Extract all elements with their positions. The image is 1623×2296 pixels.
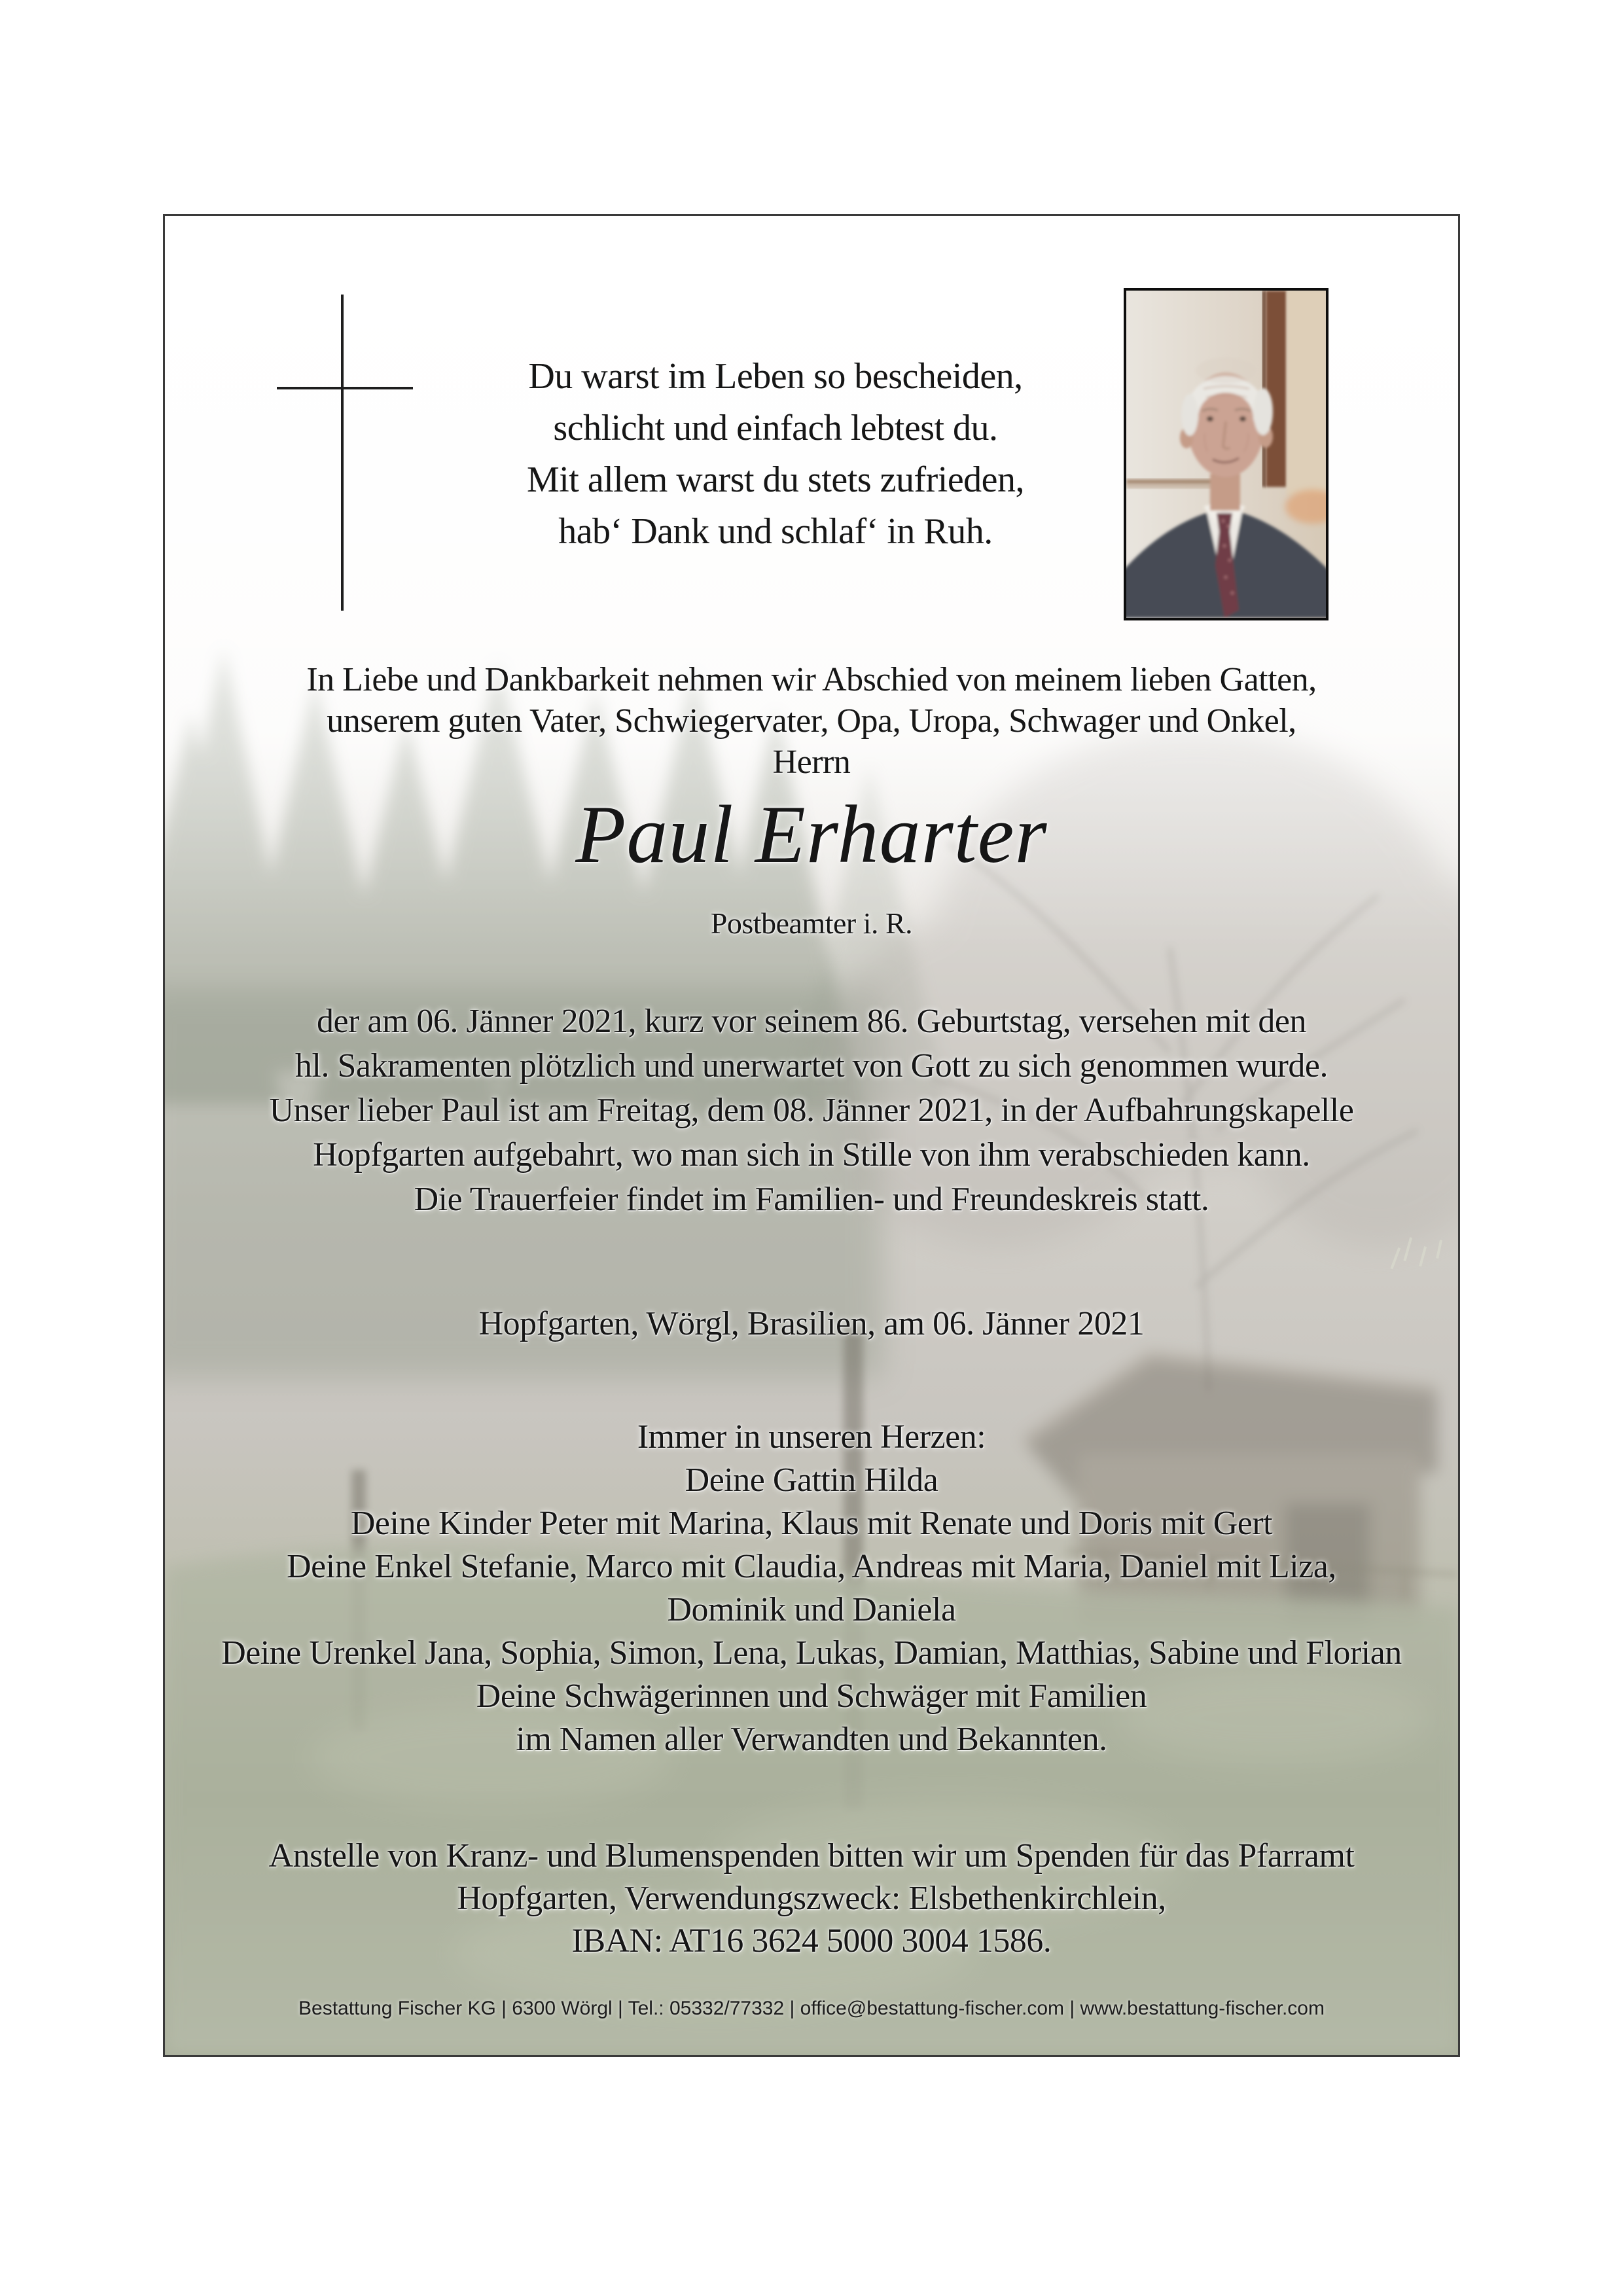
memorial-poem xyxy=(285,351,1266,558)
mourner-line: Deine Schwägerinnen und Schwäger mit Familien xyxy=(476,1677,1147,1715)
mourner-line: Deine Kinder Peter mit Marina, Klaus mit Renate und Doris mit Gert xyxy=(350,1505,1273,1542)
mourner-line: Deine Enkel Stefanie, Marco mit Claudia, Andreas mit Maria, Daniel mit Liza, xyxy=(287,1548,1336,1585)
announcement-line: der am 06. Jänner 2021, kurz vor seinem 86. Geburtstag, versehen mit den xyxy=(316,1003,1306,1040)
mourners-heading: Immer in unseren Herzen: xyxy=(637,1418,986,1456)
announcement-line: Die Trauerfeier findet im Familien- und Freundeskreis statt. xyxy=(414,1181,1209,1218)
poem-line: Du warst im Leben so bescheiden, xyxy=(528,356,1023,397)
funeral-home-footer: Bestattung Fischer KG | 6300 Wörgl | Tel.: 05332/77332 | office@bestattung-fischer.com | www.bestattung-fischer.com xyxy=(298,1998,1325,2019)
mourners-list xyxy=(165,1416,1458,1761)
donation-note xyxy=(165,1835,1458,1962)
mourner-line: Deine Urenkel Jana, Sophia, Simon, Lena, Lukas, Damian, Matthias, Sabine und Florian xyxy=(221,1634,1402,1672)
announcement-line: hl. Sakramenten plötzlich und unerwartet von Gott zu sich genommen wurde. xyxy=(295,1047,1328,1085)
salutation: Herrn xyxy=(772,744,851,781)
mourner-line: Deine Gattin Hilda xyxy=(685,1462,938,1499)
poem-line: schlicht und einfach lebtest du. xyxy=(553,408,998,448)
place-date-line: Hopfgarten, Wörgl, Brasilien, am 06. Jänner 2021 xyxy=(478,1305,1145,1342)
deceased-title: Postbeamter i. R. xyxy=(710,906,913,940)
deceased-name: Paul Erharter xyxy=(575,789,1048,880)
farewell-intro xyxy=(165,659,1458,783)
mourner-line: Dominik und Daniela xyxy=(667,1591,956,1628)
intro-line: In Liebe und Dankbarkeit nehmen wir Abschied von meinem lieben Gatten, xyxy=(306,661,1317,698)
memorial-card xyxy=(163,214,1460,2057)
death-announcement xyxy=(165,999,1458,1222)
poem-line: Mit allem warst du stets zufrieden, xyxy=(526,459,1025,500)
donation-line: Anstelle von Kranz- und Blumenspenden bitten wir um Spenden für das Pfarramt xyxy=(268,1837,1355,1874)
poem-line: hab‘ Dank und schlaf‘ in Ruh. xyxy=(558,511,993,552)
iban-line: IBAN: AT16 3624 5000 3004 1586. xyxy=(571,1922,1052,1960)
intro-line: unserem guten Vater, Schwiegervater, Opa, Uropa, Schwager und Onkel, xyxy=(327,702,1296,740)
announcement-line: Hopfgarten aufgebahrt, wo man sich in Stille von ihm verabschieden kann. xyxy=(313,1136,1310,1174)
donation-line: Hopfgarten, Verwendungszweck: Elsbethenkirchlein, xyxy=(457,1880,1166,1917)
mourner-line: im Namen aller Verwandten und Bekannten. xyxy=(516,1721,1107,1758)
announcement-line: Unser lieber Paul ist am Freitag, dem 08. Jänner 2021, in der Aufbahrungskapelle xyxy=(269,1092,1354,1129)
